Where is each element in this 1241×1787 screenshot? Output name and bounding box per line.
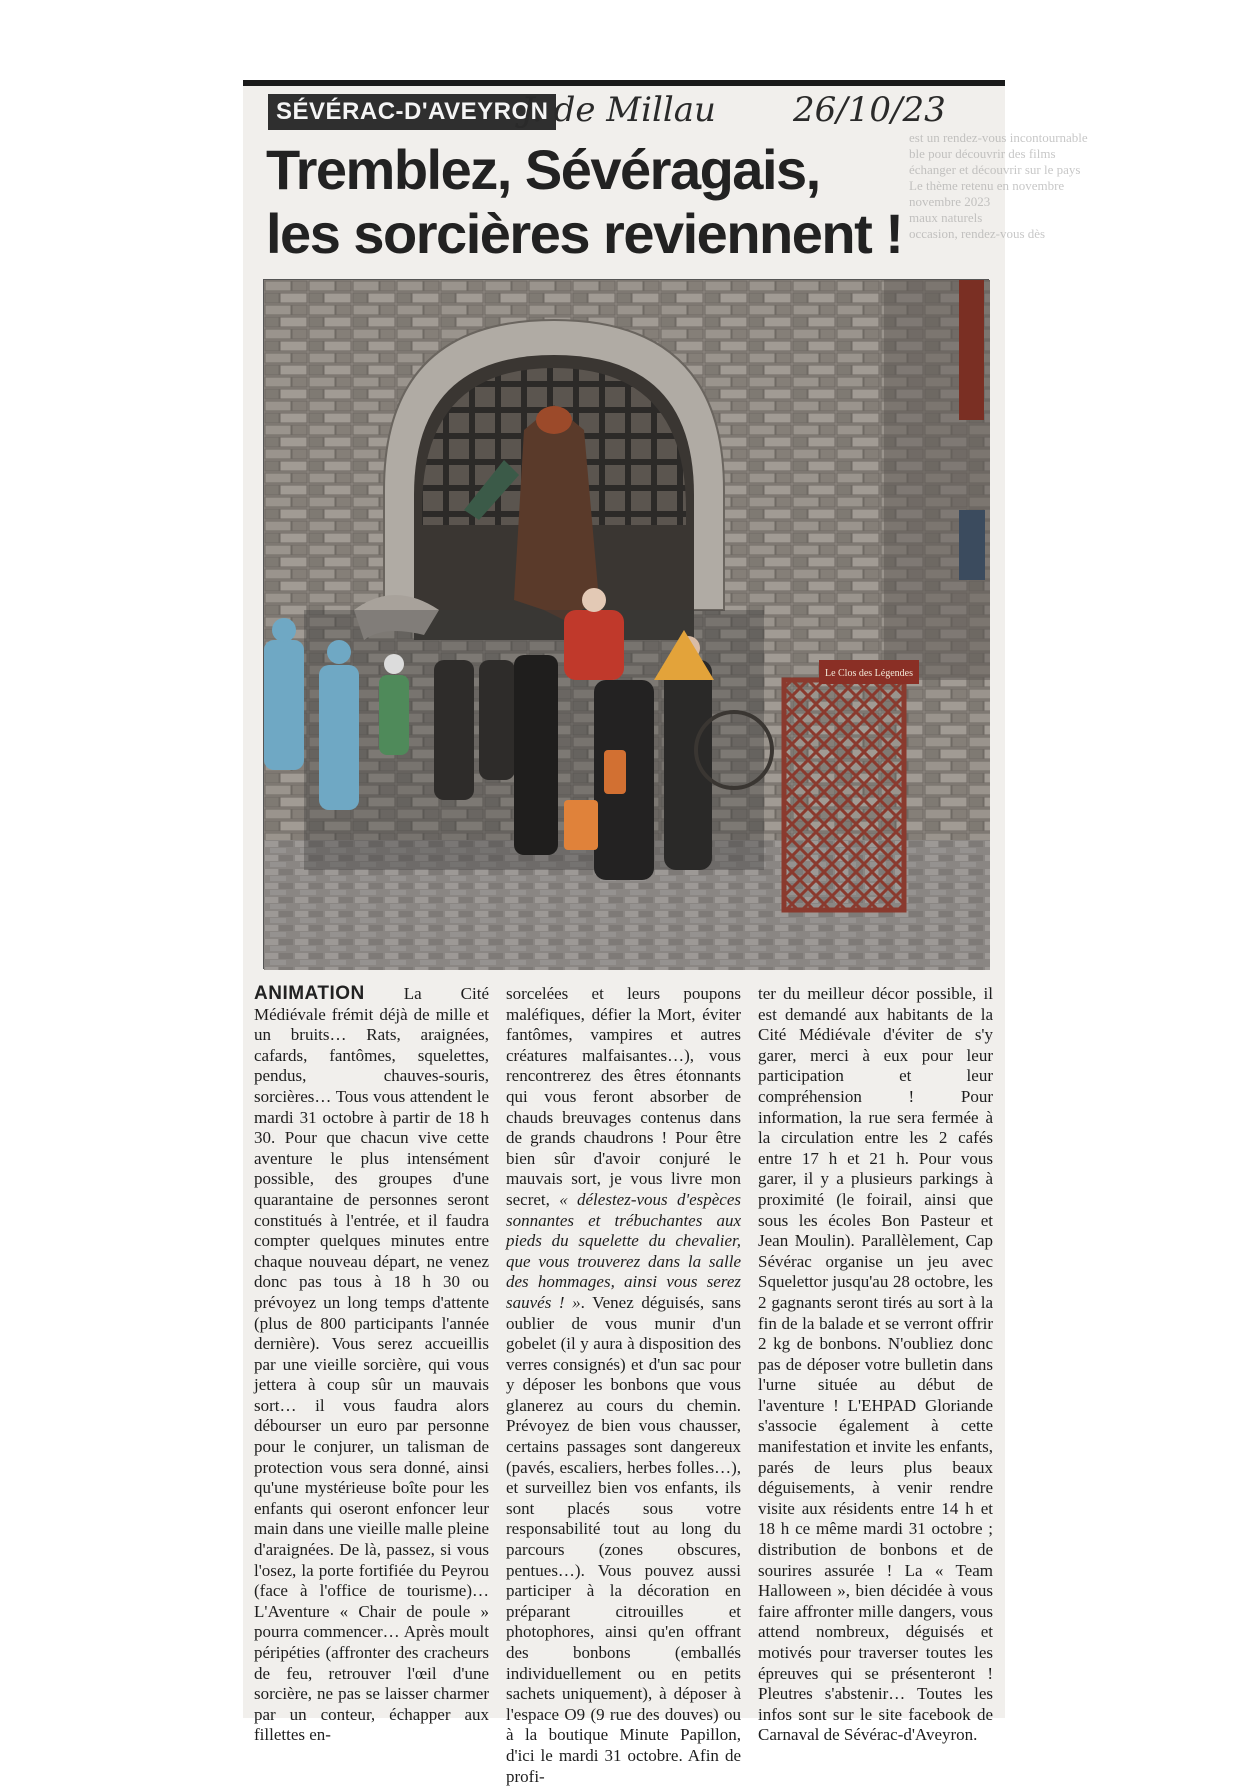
person-head (384, 654, 404, 674)
witch-head (536, 406, 572, 434)
article-photo (263, 279, 989, 969)
bleed-through-text (909, 130, 1088, 242)
article-body (254, 983, 999, 1786)
sign-text: Le Clos des Légendes (824, 668, 914, 679)
column-1 (254, 984, 489, 1746)
person-head (272, 618, 296, 642)
column-1-text: La Cité Médiévale frémit déjà de mille et un bruits… Rats, araignées, cafards, fantômes, squelettes, pendus, chauves-souris, sorcières… Tous vous attendent le mardi 31 octobre à partir de 18 h 30. Pour que chacun vive cette aventure le plus intensément possible, des groupes d'une quarantaine de personnes seront constitués à l'entrée, et il faudra compter quelques minutes entre chaque nouveau départ, ne venez donc pas tous à 18 h 30 ou prévoyez un long temps d'attente (plus de 800 participants l'année dernière). Vous serez accueillis par une vieille sorcière, qui vous jettera à coup sûr un mauvais sort… il vous faudra alors débourser un euro par personne pour le conjurer, un talisman de protection vous sera donné, ainsi qu'une mystérieuse boîte pour les enfants qui oseront enfoncer leur main dans une vieille malle pleine d'araignées. De là, passez, si vous l'osez, la porte fortifiée du Peyrou (face à l'office de tourisme)… L'Aventure « Chair de poule » pourra commencer… Après moult péripéties (affronter des cracheurs de feu, retrouver l'œil d'une sorcière, ne pas se laisser charmer par un conteur, échapper aux fillettes en- (254, 984, 490, 1745)
orange-bag (604, 750, 626, 794)
door-frame (959, 280, 984, 420)
photo-illustration (264, 280, 990, 970)
person (319, 665, 359, 810)
person-head (327, 640, 351, 664)
ghost-line: échanger et découvrir sur le pays (909, 162, 1081, 177)
headline-line-1: Tremblez, Sévéragais, (266, 138, 820, 201)
orange-bag (564, 800, 598, 850)
column-3-text: ter du meilleur décor possible, il est demandé aux habitants de la Cité Médiévale d'éviter de s'y garer, merci à eux pour leur participation et leur compréhension ! Pour information, la rue sera fermée à la circulation entre les 2 cafés entre 17 h et 21 h. Pour vous garer, il y a plusieurs parkings à proximité (le foirail, ainsi que sous les écoles Bon Pasteur et Jean Moulin). Parallèlement, Cap Sévérac organise un jeu avec Squelettor jusqu'au 28 octobre, les 2 gagnants seront tirés au sort à la fin de la balade et se verront offrir 2 kg de bonbons. N'oubliez donc pas de déposer votre bulletin dans l'urne située au début de l'aventure ! L'EHPAD Gloriande s'associe également à cette manifestation et invite les enfants, parés de leurs plus beaux déguisements, à venir rendre visite aux résidents entre 14 h et 18 h ce même mardi 31 octobre ; distribution de bonbons et de sourires assurée ! La « Team Halloween », bien décidée à vous faire affronter mille dangers, vous attend nombreux, déguisés et motivés pour traverser toutes les épreuves qui se présenteront ! Pleutres s'abstenir… Toutes les infos sont sur le site facebook de Carnaval de Sévérac-d'Aveyron. (758, 984, 993, 1745)
person (379, 675, 409, 755)
ghost-line: novembre 2023 (909, 194, 991, 209)
handwritten-date: 26/10/23 (793, 90, 946, 130)
column-3 (758, 984, 993, 1746)
column-2-text-a: sorcelées et leurs poupons maléfiques, défier la Mort, éviter fantômes, vampires et autres créatures malfaisantes…), vous rencontrerez des êtres étonnants qui vous feront absorber de chauds breuvages contenus dans de grands chaudrons ! Pour être bien sûr d'avoir conjuré le mauvais sort, je vous livre mon secret, (506, 984, 741, 1209)
headline (266, 138, 966, 266)
wooden-fence (784, 680, 904, 910)
person (434, 660, 474, 800)
ghost-line: ble pour découvrir des films (909, 146, 1056, 161)
ghost-line: maux naturels (909, 210, 983, 225)
person (479, 660, 515, 780)
ghost-line: occasion, rendez-vous dès (909, 226, 1046, 241)
wall-plaque (959, 510, 985, 580)
section-label: SÉVÉRAC-D'AVEYRON (268, 94, 556, 130)
ghost-line: est un rendez-vous incontournable (909, 130, 1088, 145)
handwritten-source: J. de Millau (521, 90, 716, 130)
column-2-text-b: . Venez déguisés, sans oublier de vous munir d'un gobelet (il y aura à disposition des verres consignés) et d'un sac pour y déposer les bonbons que vous glanerez au cours du chemin. Prévoyez de bien vous chausser, certains passages sont dangereux (pavés, escaliers, herbes folles…), et surveillez bien vos enfants, ils sont placés sous votre responsabilité tout au long du parcours (zones obscures, pentues…). Vous pouvez aussi participer à la décoration en préparant citrouilles et photophores, ainsi qu'en offrant des bonbons (emballés individuellement ou en petits sachets uniquement), à déposer à l'espace O9 (9 rue des douves) ou à la boutique Minute Papillon, d'ici le mardi 31 octobre. Afin de profi- (506, 1292, 741, 1786)
person (514, 655, 558, 855)
headline-line-2: les sorcières reviennent ! (266, 202, 903, 265)
kicker: ANIMATION (254, 983, 365, 1004)
person (564, 610, 624, 680)
ghost-line: Le thème retenu en novembre (909, 178, 1065, 193)
person-head (582, 588, 606, 612)
person (664, 660, 712, 870)
column-2 (506, 984, 741, 1787)
column-2-quote: « délestez-vous d'espèces sonnantes et trébuchantes aux pieds du squelette du chevalier, que vous trouverez dans la salle des hommages, ainsi vous serez sauvés ! » (506, 1189, 742, 1312)
person (264, 640, 304, 770)
newspaper-clipping (243, 80, 1088, 1786)
